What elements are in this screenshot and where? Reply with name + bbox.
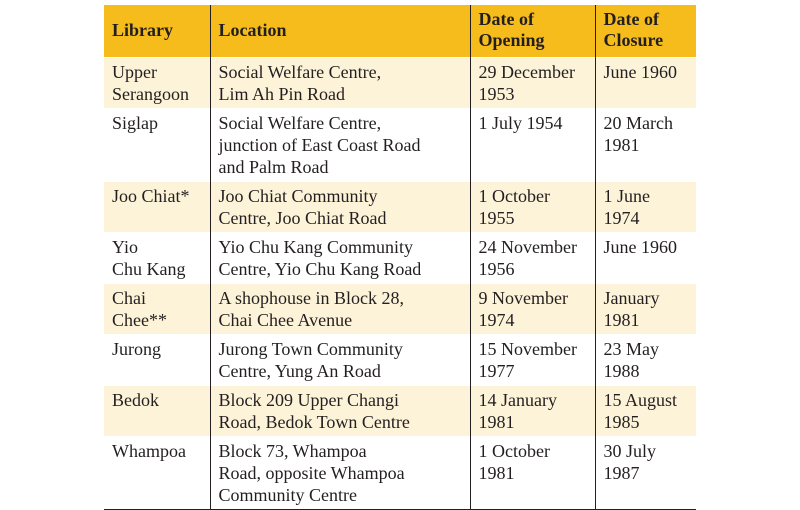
cell-location: Yio Chu Kang Community Centre, Yio Chu Kang Road bbox=[210, 232, 470, 283]
cell-opening-date: 9 November 1974 bbox=[470, 283, 595, 334]
cell-library: Yio Chu Kang bbox=[104, 232, 210, 283]
cell-opening-date: 14 January 1981 bbox=[470, 385, 595, 436]
cell-library: Bedok bbox=[104, 385, 210, 436]
table-header-row bbox=[104, 5, 696, 57]
cell-location: Joo Chiat Community Centre, Joo Chiat Road bbox=[210, 181, 470, 232]
cell-closure-date: 30 July 1987 bbox=[595, 436, 696, 509]
table-row bbox=[104, 57, 696, 108]
cell-library: Chai Chee** bbox=[104, 283, 210, 334]
header-date-of-closure: Date of Closure bbox=[595, 5, 696, 57]
cell-location: Block 209 Upper Changi Road, Bedok Town Centre bbox=[210, 385, 470, 436]
cell-closure-date: 23 May 1988 bbox=[595, 334, 696, 385]
table-row bbox=[104, 232, 696, 283]
cell-opening-date: 15 November 1977 bbox=[470, 334, 595, 385]
table-row bbox=[104, 283, 696, 334]
cell-location: Social Welfare Centre, junction of East Coast Road and Palm Road bbox=[210, 108, 470, 181]
cell-library: Siglap bbox=[104, 108, 210, 181]
cell-closure-date: January 1981 bbox=[595, 283, 696, 334]
cell-closure-date: 20 March 1981 bbox=[595, 108, 696, 181]
header-location: Location bbox=[210, 5, 470, 57]
cell-closure-date: 15 August 1985 bbox=[595, 385, 696, 436]
cell-location: Social Welfare Centre, Lim Ah Pin Road bbox=[210, 57, 470, 108]
library-table bbox=[104, 5, 696, 510]
header-date-of-opening: Date of Opening bbox=[470, 5, 595, 57]
cell-closure-date: June 1960 bbox=[595, 232, 696, 283]
cell-opening-date: 24 November 1956 bbox=[470, 232, 595, 283]
cell-closure-date: 1 June 1974 bbox=[595, 181, 696, 232]
header-library: Library bbox=[104, 5, 210, 57]
table-row bbox=[104, 181, 696, 232]
cell-library: Upper Serangoon bbox=[104, 57, 210, 108]
cell-location: Jurong Town Community Centre, Yung An Road bbox=[210, 334, 470, 385]
cell-library: Jurong bbox=[104, 334, 210, 385]
library-table-container bbox=[104, 5, 696, 510]
cell-location: A shophouse in Block 28, Chai Chee Avenue bbox=[210, 283, 470, 334]
cell-library: Whampoa bbox=[104, 436, 210, 509]
cell-opening-date: 29 December 1953 bbox=[470, 57, 595, 108]
table-row bbox=[104, 334, 696, 385]
cell-closure-date: June 1960 bbox=[595, 57, 696, 108]
cell-library: Joo Chiat* bbox=[104, 181, 210, 232]
cell-opening-date: 1 October 1981 bbox=[470, 436, 595, 509]
cell-opening-date: 1 October 1955 bbox=[470, 181, 595, 232]
cell-opening-date: 1 July 1954 bbox=[470, 108, 595, 181]
table-row bbox=[104, 108, 696, 181]
table-row bbox=[104, 436, 696, 509]
table-row bbox=[104, 385, 696, 436]
cell-location: Block 73, Whampoa Road, opposite Whampoa Community Centre bbox=[210, 436, 470, 509]
